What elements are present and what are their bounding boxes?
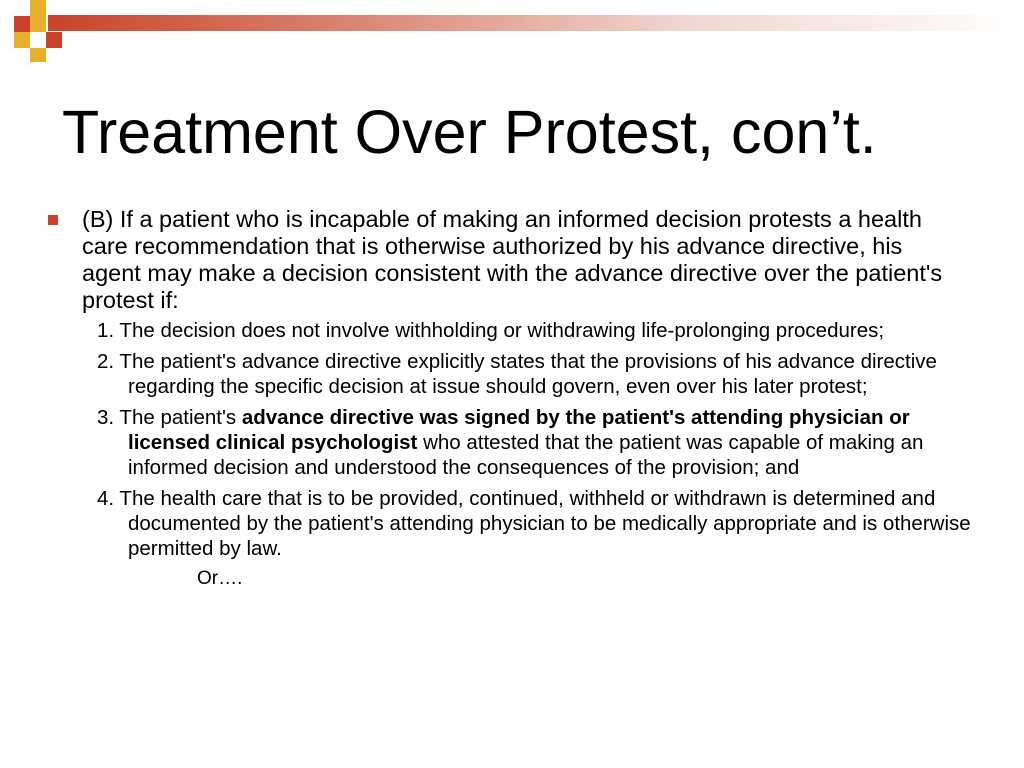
- condition-item-3: [97, 405, 978, 480]
- condition-item-3-post: who attested that the patient was capable of making an informed decision and understood the consequences of the provision; and: [128, 431, 924, 479]
- condition-list: [97, 318, 971, 591]
- corner-square-red-right: [46, 32, 62, 48]
- corner-square-gold-top: [30, 0, 46, 16]
- corner-square-gold-lower: [14, 32, 30, 48]
- slide-content: [48, 206, 971, 591]
- condition-item-1: 1. The decision does not involve withholding or withdrawing life-prolonging procedures;: [97, 319, 885, 342]
- closing-or: Or….: [197, 568, 243, 589]
- corner-square-red-left: [14, 16, 30, 32]
- corner-square-gold-mid: [30, 16, 46, 32]
- square-bullet-icon: [48, 215, 58, 225]
- header-gradient-bar: [48, 15, 1024, 31]
- condition-item-4: 4. The health care that is to be provided, continued, withheld or withdrawn is determined and documented by the patient's attending physician to be medically appropriate and is otherwise permitted by law.: [97, 487, 971, 560]
- condition-item-2: 2. The patient's advance directive explicitly states that the provisions of his advance directive regarding the specific decision at issue should govern, even over his later protest;: [97, 350, 937, 398]
- slide-title: Treatment Over Protest, con’t.: [62, 98, 877, 166]
- main-bullet: [48, 206, 948, 314]
- corner-square-gold-bottom: [30, 48, 46, 62]
- condition-item-3-pre: 3. The patient's: [97, 406, 242, 429]
- main-bullet-text: (B) If a patient who is incapable of making an informed decision protests a health care recommendation that is otherwise authorized by his advance directive, his agent may make a decision consistent with the advance directive over the patient's protest if:: [82, 206, 943, 313]
- condition-item-3-bold: advance directive was signed by the patient's attending physician or licensed clinical psychologist: [128, 406, 910, 454]
